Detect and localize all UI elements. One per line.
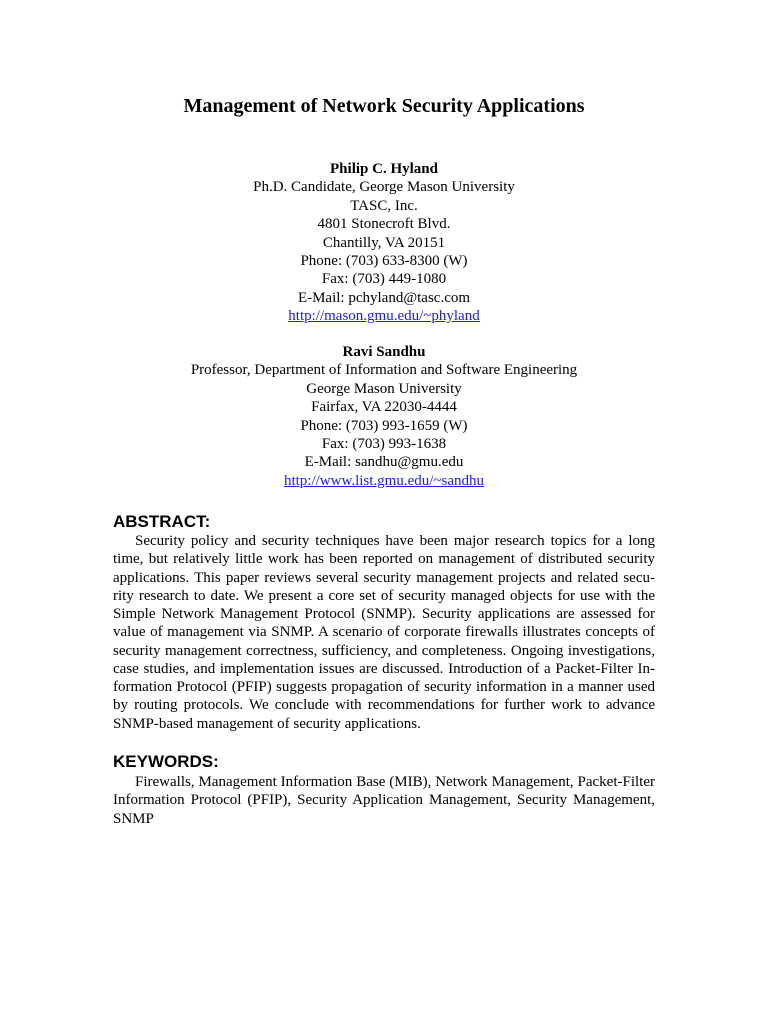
author-city: Fairfax, VA 22030-4444	[311, 399, 457, 416]
author-name: Philip C. Hyland	[330, 161, 438, 177]
author-organization: TASC, Inc.	[350, 197, 418, 214]
author-name: Ravi Sandhu	[342, 344, 426, 360]
paper-title: Management of Network Security Applications	[183, 95, 585, 117]
keywords-text: Firewalls, Management Information Base (MIB), Network Management, Packet-Filter Information Protocol (PFIP), Security Application Management, Security Management, SNMP	[113, 774, 655, 827]
author-block-sandhu	[0, 343, 768, 490]
author-email: E-Mail: pchyland@tasc.com	[297, 289, 471, 306]
author-fax: Fax: (703) 993-1638	[321, 436, 447, 453]
author-street-address: 4801 Stonecroft Blvd.	[317, 216, 451, 233]
keywords-heading: KEYWORDS:	[113, 752, 219, 771]
author-affiliation: Ph.D. Candidate, George Mason University	[253, 179, 515, 196]
author-homepage-link[interactable]: http://mason.gmu.edu/~phyland	[288, 308, 480, 325]
author-fax: Fax: (703) 449-1080	[321, 271, 447, 288]
abstract-text: Security policy and security techniques have been major research topics for a long time, but relatively little work has been reported on management of distributed security applications. This paper reviews several security management projects and related security research to date. We present a core set of security managed objects for use with the Simple Network Management Protocol (SNMP). Security applications are assessed for value of management via SNMP. A scenario of corporate firewalls illustrates concepts of security management correctness, sufficiency, and completeness. Ongoing investigations, case studies, and implementation issues are discussed. Introduction of a Packet-Filter Information Protocol (PFIP) suggests propagation of security information in a manner used by routing protocols. We conclude with recommendations for further work to advance SNMP-based management of security applications.	[113, 533, 655, 732]
author-organization: George Mason University	[306, 380, 462, 397]
author-block-hyland	[0, 160, 768, 326]
author-email: E-Mail: sandhu@gmu.edu	[304, 454, 464, 471]
author-phone: Phone: (703) 993-1659 (W)	[300, 417, 468, 434]
author-affiliation: Professor, Department of Information and Software Engineering	[190, 362, 578, 379]
author-phone: Phone: (703) 633-8300 (W)	[300, 253, 468, 270]
abstract-heading: ABSTRACT:	[113, 512, 211, 531]
author-city: Chantilly, VA 20151	[322, 234, 446, 251]
author-homepage-link[interactable]: http://www.list.gmu.edu/~sandhu	[283, 472, 485, 489]
